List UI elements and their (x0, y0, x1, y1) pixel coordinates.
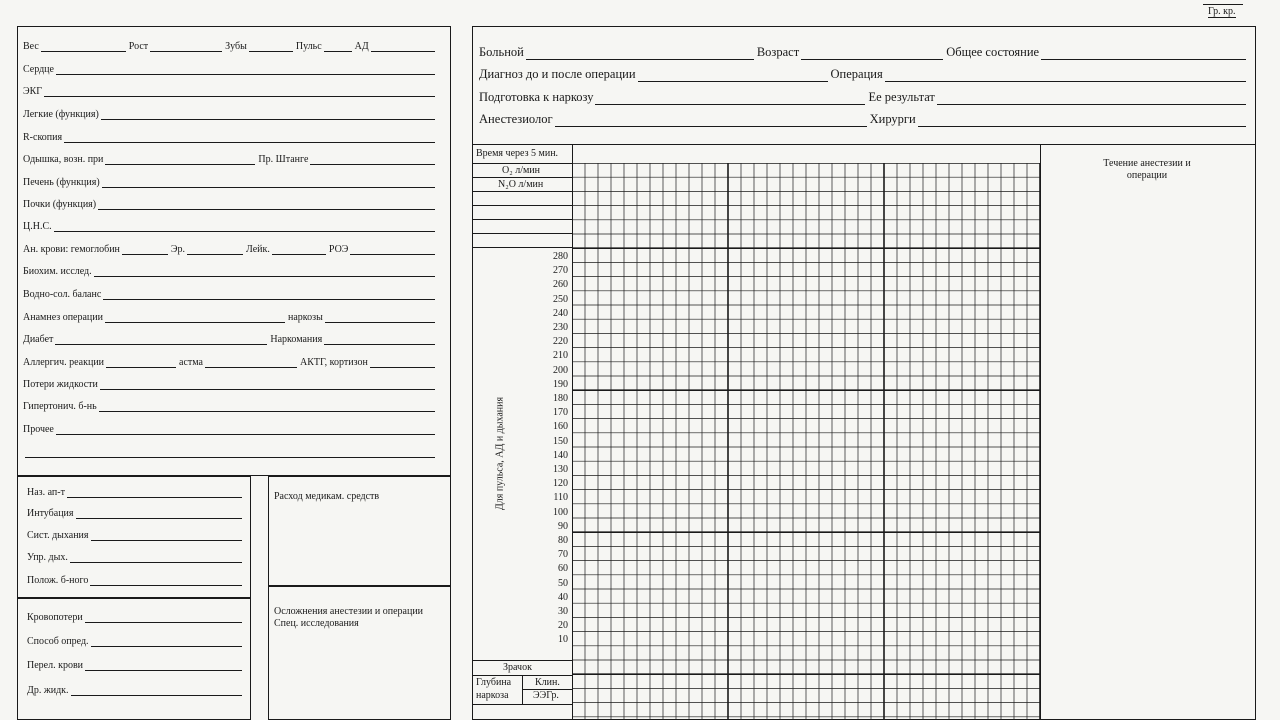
hypertension-label: Гипертонич. б-нь (23, 401, 97, 412)
blood-loss-label: Кровопотери (27, 612, 83, 623)
leukocytes-label: Лейк. (246, 244, 270, 255)
scale-label: 220 (553, 336, 568, 348)
lungs-label: Легкие (функция) (23, 109, 99, 120)
intubation-field[interactable] (76, 508, 242, 519)
xray-field[interactable] (64, 132, 435, 143)
patient-label: Больной (479, 45, 524, 59)
age-field[interactable] (801, 49, 943, 60)
row-hypertension (23, 401, 438, 412)
other-field[interactable] (56, 424, 435, 435)
row-kidneys (23, 199, 438, 210)
esr-label: РОЭ (328, 244, 349, 255)
preparation-label: Подготовка к наркозу (479, 90, 594, 104)
o2-label: O₂ л/мин (502, 165, 541, 176)
scale-label: 260 (553, 279, 568, 291)
drug-addiction-label: Наркомания (270, 334, 323, 345)
esr-field[interactable] (350, 244, 435, 255)
scale-label: 140 (553, 449, 568, 461)
gas-row-line-5 (472, 233, 572, 234)
acth-field[interactable] (370, 357, 435, 368)
course-label: Течение анестезии и операции (1103, 158, 1191, 181)
complications-label (274, 606, 423, 630)
patient-position-field[interactable] (90, 575, 242, 586)
row-blood-loss (27, 612, 245, 623)
teeth-label: Зубы (225, 41, 247, 52)
depth-label-2: наркоза (476, 690, 509, 701)
scale-label: 50 (558, 577, 568, 589)
scale-label: 150 (553, 435, 568, 447)
diagnosis-field[interactable] (638, 71, 828, 82)
other-label: Прочее (23, 424, 54, 435)
erythrocytes-field[interactable] (187, 244, 243, 255)
other-extra-line (25, 457, 435, 458)
medications-label: Расход медикам. средств (274, 491, 380, 502)
depth-label-1: Глубина (476, 677, 512, 688)
anesthesiologist-field[interactable] (555, 116, 867, 127)
other-fluids-field[interactable] (71, 685, 242, 696)
scale-label: 240 (553, 307, 568, 319)
scale-label: 60 (558, 563, 568, 575)
preparation-field[interactable] (595, 94, 865, 105)
age-label: Возраст (756, 45, 800, 59)
row-intubation (27, 508, 245, 519)
row-lungs (23, 109, 438, 120)
surgeons-field[interactable] (918, 116, 1246, 127)
liver-label: Печень (функция) (23, 177, 100, 188)
diagnosis-label: Диагноз до и после операции (479, 67, 636, 81)
heart-field[interactable] (56, 64, 435, 75)
dyspnea-label: Одышка, возн. при (23, 154, 104, 165)
eeg-label: ЭЭГр. (533, 690, 559, 701)
apparatus-field[interactable] (67, 487, 242, 498)
blood-loss-field[interactable] (85, 612, 242, 623)
pupil-label: Зрачок (503, 662, 532, 673)
monitoring-grid[interactable] (572, 163, 1040, 720)
scale-label: 70 (558, 549, 568, 561)
general-state-label: Общее состояние (946, 45, 1040, 59)
scale-label: 30 (558, 606, 568, 617)
asthma-field[interactable] (205, 357, 297, 368)
diabetes-label: Диабет (23, 334, 54, 345)
asthma-label: астма (179, 357, 203, 368)
corner-mark-top (1203, 0, 1243, 5)
weight-label: Вес (23, 41, 39, 52)
dyspnea-field[interactable] (105, 154, 255, 165)
allergy-label: Аллергич. реакции (23, 357, 105, 368)
method-label: Способ опред. (27, 636, 89, 647)
breathing-system-field[interactable] (91, 530, 243, 541)
scale-label: 130 (553, 464, 568, 475)
blood-group-label: Гр. кр. (1208, 6, 1236, 17)
scale-label: 200 (553, 364, 568, 376)
lungs-field[interactable] (101, 109, 435, 120)
row-transfusion (27, 660, 245, 671)
result-field[interactable] (937, 94, 1246, 105)
scale-label: 10 (558, 634, 568, 646)
depth-row-end (472, 704, 572, 705)
heart-label: Сердце (23, 64, 54, 75)
ecg-label: ЭКГ (23, 86, 43, 97)
scale-label: 20 (558, 620, 568, 632)
row-anamnesis (23, 312, 438, 323)
special-studies-line: Спец. исследования (274, 618, 359, 629)
pulse-field[interactable] (324, 41, 352, 52)
liver-field[interactable] (102, 177, 435, 188)
header-divider (472, 144, 1256, 145)
height-field[interactable] (150, 41, 222, 52)
general-state-field[interactable] (1041, 49, 1246, 60)
row-other-fluids (27, 685, 245, 696)
row-heart (23, 64, 438, 75)
patient-field[interactable] (526, 49, 754, 60)
leukocytes-field[interactable] (272, 244, 326, 255)
height-label: Рост (128, 41, 149, 52)
teeth-field[interactable] (249, 41, 293, 52)
n2o-row-line (472, 191, 572, 192)
row-method (27, 636, 245, 647)
drug-addiction-field[interactable] (324, 334, 435, 345)
clinical-label: Клин. (535, 677, 560, 688)
gas-row-line-3 (472, 205, 572, 206)
scale-label: 270 (553, 265, 568, 277)
controlled-breathing-label: Упр. дых. (27, 552, 68, 563)
result-label: Ее результат (868, 90, 935, 104)
kidneys-field[interactable] (98, 199, 435, 210)
controlled-breathing-field[interactable] (70, 552, 242, 563)
row-xray (23, 132, 438, 143)
cns-field[interactable] (54, 221, 435, 232)
row-liver (23, 177, 438, 188)
row-patient (479, 45, 1249, 60)
row-biochem (23, 266, 438, 277)
o2-row-line (472, 177, 572, 178)
kidneys-label: Почки (функция) (23, 199, 97, 210)
row-breathing-system (27, 530, 245, 541)
cns-label: Ц.Н.С. (23, 221, 52, 232)
anesthesiologist-label: Анестезиолог (479, 112, 553, 126)
time-label: Время через 5 мин. (476, 148, 559, 159)
row-allergy (23, 357, 438, 368)
row-water (23, 289, 438, 300)
apparatus-label: Наз. ап-т (27, 487, 65, 498)
allergy-field[interactable] (106, 357, 176, 368)
course-column-divider (1040, 144, 1041, 720)
scale-label: 100 (553, 506, 568, 518)
xray-label: R-скопия (23, 132, 63, 143)
gas-row-line-4 (472, 219, 572, 220)
row-fluid-loss (23, 379, 438, 390)
scale-label: 250 (553, 293, 568, 305)
row-cns (23, 221, 438, 232)
scale-label: 90 (558, 520, 568, 532)
bp-field[interactable] (371, 41, 435, 52)
row-vitals (23, 41, 438, 52)
narcoses-label: наркозы (288, 312, 323, 323)
complications-line1: Осложнения анестезии и операции (274, 606, 424, 617)
row-dyspnea (23, 154, 438, 165)
scale-label: 180 (553, 393, 568, 404)
time-row-line (472, 163, 572, 164)
fluid-loss-field[interactable] (100, 379, 435, 390)
row-anesthesiologist (479, 112, 1249, 127)
other-fluids-label: Др. жидк. (27, 685, 69, 696)
stange-field[interactable] (310, 154, 435, 165)
scale-label: 210 (553, 350, 568, 362)
acth-label: АКТГ, кортизон (300, 357, 368, 368)
row-preparation (479, 90, 1249, 105)
biochem-field[interactable] (94, 266, 435, 277)
n2o-label: N₂O л/мин (498, 179, 544, 190)
anamnesis-field[interactable] (105, 312, 285, 323)
stange-label: Пр. Штанге (258, 154, 309, 165)
row-apparatus (27, 487, 245, 498)
intubation-label: Интубация (27, 508, 74, 519)
row-ecg (23, 86, 438, 97)
hypertension-field[interactable] (99, 401, 435, 412)
transfusion-field[interactable] (85, 660, 242, 671)
row-diagnosis (479, 67, 1249, 82)
row-controlled-breathing (27, 552, 245, 563)
vertical-scale-label: Для пульса, АД и дыхания (494, 396, 506, 511)
bp-label: АД (354, 41, 369, 52)
surgeons-label: Хирурги (869, 112, 916, 126)
transfusion-label: Перел. крови (27, 660, 84, 671)
scale-label: 160 (553, 421, 568, 433)
scale-label: 190 (553, 378, 568, 390)
row-diabetes (23, 334, 438, 345)
water-balance-field[interactable] (103, 289, 435, 300)
pupil-section-start (472, 660, 572, 661)
breathing-system-label: Сист. дыхания (27, 530, 89, 541)
row-blood (23, 244, 438, 255)
scale-label: 170 (553, 407, 568, 419)
row-patient-position (27, 575, 245, 586)
hemoglobin-label: Ан. крови: гемоглобин (23, 244, 120, 255)
patient-position-label: Полож. б-ного (27, 575, 89, 586)
fluid-loss-label: Потери жидкости (23, 379, 98, 390)
scale-label: 230 (553, 322, 568, 333)
scale-label: 110 (553, 492, 568, 504)
scale-label: 80 (558, 535, 568, 546)
pulse-label: Пульс (295, 41, 322, 52)
hemoglobin-field[interactable] (122, 244, 168, 255)
operation-field[interactable] (885, 71, 1246, 82)
row-other (23, 424, 438, 435)
anamnesis-label: Анамнез операции (23, 312, 103, 323)
narcoses-field[interactable] (325, 312, 435, 323)
operation-label: Операция (830, 67, 883, 81)
scale-label: 40 (558, 591, 568, 603)
water-balance-label: Водно-сол. баланс (23, 289, 102, 300)
scale-label: 120 (553, 478, 568, 490)
erythrocytes-label: Эр. (170, 244, 186, 255)
diabetes-field[interactable] (55, 334, 267, 345)
weight-field[interactable] (41, 41, 126, 52)
scale-label: 280 (553, 251, 568, 262)
biochem-label: Биохим. исслед. (23, 266, 92, 277)
gas-section-end (472, 247, 572, 248)
method-field[interactable] (91, 636, 242, 647)
ecg-field[interactable] (44, 86, 435, 97)
